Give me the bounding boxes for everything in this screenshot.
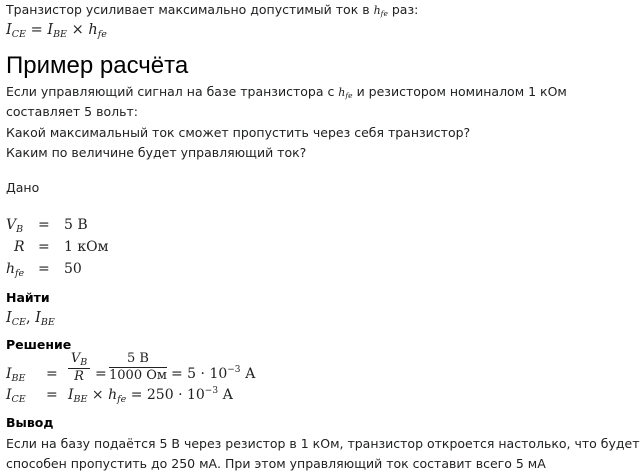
intro-text-after: раз: <box>387 2 419 17</box>
problem-line-2: составляет 5 вольт: <box>6 104 138 119</box>
question-1: Какой максимальный ток сможет пропустить через себя транзистор? <box>6 125 471 140</box>
conclusion-line-1: Если на базу подаётся 5 В через резистор в 1 кОм, транзистор откроется настолько, что будет <box>6 436 640 451</box>
intro-hfe-symbol: hfe <box>373 4 388 18</box>
section-title: Пример расчёта <box>6 52 189 79</box>
intro-text <box>6 2 418 20</box>
find-quantities: $I_{CE}$, $I_{BE}$ <box>6 310 55 328</box>
given-heading: Дано <box>6 180 40 195</box>
solution-heading: Решение <box>6 337 72 352</box>
fraction-5v-over-1000ohm: 5 В 1000 Ом <box>109 351 167 383</box>
question-2: Каким по величине будет управляющий ток? <box>6 145 307 160</box>
problem-line-1: Если управляющий сигнал на базе транзистора с hfe и резистором номиналом 1 кОм <box>6 84 567 100</box>
gain-formula: $I_{CE} = I_{BE} \times h_{fe}$ <box>6 22 107 40</box>
find-heading: Найти <box>6 290 50 305</box>
intro-text-before: Транзистор усиливает максимально допустимый ток в <box>6 2 374 17</box>
conclusion-line-2: способен пропустить до 250 мА. При этом управляющий ток составит всего 5 мА <box>6 456 546 471</box>
fraction-vb-over-r: $V_B$ R <box>68 351 90 385</box>
problem-hfe-symbol: hfe <box>338 86 353 100</box>
conclusion-heading: Вывод <box>6 415 54 430</box>
